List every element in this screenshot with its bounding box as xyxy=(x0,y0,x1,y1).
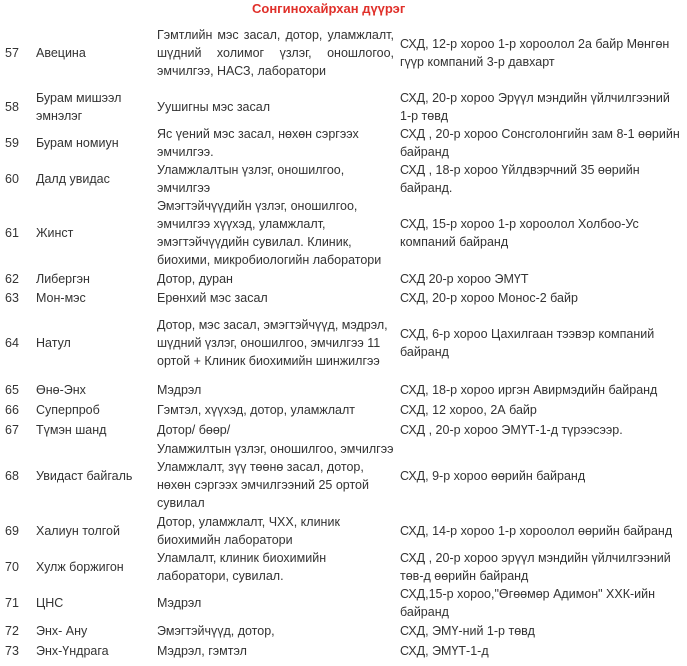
table-row xyxy=(0,420,687,440)
row-number: 65 xyxy=(5,382,19,397)
table-row xyxy=(0,621,687,641)
clinic-services: Мэдрэл xyxy=(157,382,202,397)
row-number: 71 xyxy=(5,596,19,610)
row-number: 61 xyxy=(5,226,19,240)
table-row xyxy=(0,585,687,621)
clinic-services: Уушигны мэс засал xyxy=(157,100,270,114)
clinic-name: Суперпроб xyxy=(36,403,100,417)
row-number: 70 xyxy=(5,560,19,574)
table-row xyxy=(0,400,687,420)
table-row xyxy=(0,440,687,512)
table-row xyxy=(0,125,687,161)
clinic-services: Яс үений мэс засал, нөхөн сэргээх эмчилгээ. xyxy=(157,127,359,159)
clinic-name: Авецина xyxy=(36,46,86,60)
clinic-services: Уламжлалтын үзлэг, оношилгоо, эмчилгээ xyxy=(157,163,345,195)
table-row xyxy=(0,161,687,197)
row-number: 67 xyxy=(5,423,19,437)
clinic-name: Өнө-Энх xyxy=(36,382,86,397)
clinic-services: Гэмтэл, хүүхэд, дотор, уламжлалт xyxy=(157,403,355,417)
clinic-address: СХД , 18-р хороо Үйлдвэрчний 35 өөрийн байранд. xyxy=(400,163,640,195)
clinic-address: СХД, 12-р хороо 1-р хороолол 2а байр Мөнгөн гүүр компаний 3-р давхарт xyxy=(400,37,670,69)
table-row xyxy=(0,379,687,400)
clinic-services: Мэдрэл xyxy=(157,596,202,610)
clinic-services: Дотор, уламжлалт, ЧХХ, клиник биохимийн лаборатори xyxy=(157,514,340,547)
clinic-address: СХД,15-р хороо,"Өгөөмөр Адимон" ХХК-ийн байранд xyxy=(400,587,656,619)
row-number: 62 xyxy=(5,272,19,286)
table-row xyxy=(0,269,687,289)
clinic-services: Дотор, дуран xyxy=(157,272,233,286)
clinic-address: СХД, 14-р хороо 1-р хороолол өөрийн байранд xyxy=(400,523,673,538)
clinic-address: СХД, 20-р хороо Монос-2 байр xyxy=(400,291,578,305)
clinic-services: Эмэгтэйчүүдийн үзлэг, оношилгоо, эмчилгээ хүүхэд, уламжлалт, эмэгтэйчүүдийн сувилал. Клиник, биохими, микробиологийн лаборатори xyxy=(157,199,382,267)
clinic-name: Либергэн xyxy=(36,272,90,286)
clinic-address: СХД , 20-р хороо эрүүл мэндийн үйлчилгээний төв-д өөрийн байранд xyxy=(400,551,671,583)
row-number: 73 xyxy=(5,644,19,658)
clinic-address: СХД, 12 хороо, 2А байр xyxy=(400,403,537,417)
clinic-services: Уламлалт, клиник биохимийн лаборатори, сувилал. xyxy=(157,551,327,583)
clinic-services: Мэдрэл, гэмтэл xyxy=(157,644,247,658)
row-number: 69 xyxy=(5,523,19,538)
table-row xyxy=(0,641,687,661)
clinic-name: Халиун толгой xyxy=(36,523,120,538)
row-number: 64 xyxy=(5,336,19,350)
row-number: 66 xyxy=(5,403,19,417)
clinic-name: Натул xyxy=(36,336,71,350)
clinic-address: СХД, ЭМҮТ-1-д xyxy=(400,644,489,658)
table-row xyxy=(0,289,687,307)
clinic-address: СХД, 18-р хороо иргэн Авирмэдийн байранд xyxy=(400,382,658,397)
table-row xyxy=(0,89,687,125)
table-row xyxy=(0,549,687,585)
clinic-address: СХД, 20-р хороо Эрүүл мэндийн үйлчилгээний 1-р төвд xyxy=(400,91,670,123)
clinic-address: СХД, ЭМҮ-ний 1-р төвд xyxy=(400,624,535,638)
clinic-name: Энх-Үндрага xyxy=(36,644,109,658)
district-title: Сонгинохайрхан дүүрэг xyxy=(252,1,406,16)
clinic-services: Дотор, мэс засал, эмэгтэйчүүд, мэдрэл, шүдний үзлэг, оношилгоо, эмчилгээ 11 ортой + Клиник биохимийн шинжилгээ xyxy=(157,318,388,368)
clinic-services: Уламжилтын үзлэг, оношилгоо, эмчилгээ Уламжлалт, зүү төөнө засал, дотор, нөхөн сэргээх эмчилгээний 25 ортой сувилал xyxy=(157,442,394,510)
table-row xyxy=(0,197,687,269)
row-number: 63 xyxy=(5,291,19,305)
clinic-name: Далд увидас xyxy=(36,172,110,186)
table-row xyxy=(0,17,687,89)
clinic-name: Бурам мишээл эмнэлэг xyxy=(36,91,122,123)
table-row xyxy=(0,307,687,379)
clinic-services: Эмэгтэйчүүд, дотор, xyxy=(157,624,275,638)
clinic-name: Бурам номиун xyxy=(36,136,119,150)
clinic-services: Гэмтлийн мэс засал, дотор, уламжлалт, шүдний холимог үзлэг, оношлогоо, эмчилгээ, НАСЗ, лаборатори xyxy=(157,28,394,78)
clinic-address: СХД, 6-р хороо Цахилгаан тээвэр компаний байранд xyxy=(400,327,655,359)
clinic-address: СХД, 15-р хороо 1-р хороолол Холбоо-Ус компаний байранд xyxy=(400,217,639,249)
row-number: 68 xyxy=(5,469,19,483)
row-number: 57 xyxy=(5,46,19,60)
clinic-name: Мон-мэс xyxy=(36,291,86,305)
clinic-name: Түмэн шанд xyxy=(36,423,107,437)
clinic-address: СХД, 9-р хороо өөрийн байранд xyxy=(400,469,586,483)
clinic-name: Жинст xyxy=(36,226,74,240)
clinic-services: Дотор/ бөөр/ xyxy=(157,423,231,437)
clinic-address: СХД 20-р хороо ЭМҮТ xyxy=(400,272,529,286)
clinic-table xyxy=(0,17,687,661)
clinic-name: Увидаст байгаль xyxy=(36,469,133,483)
clinic-address: СХД , 20-р хороо ЭМҮТ-1-д түрээсээр. xyxy=(400,423,623,437)
row-number: 60 xyxy=(5,172,19,186)
clinic-name: Хулж боржигон xyxy=(36,560,124,574)
clinic-name: Энх- Ану xyxy=(36,624,88,638)
clinic-address: СХД , 20-р хороо Сонсголонгийн зам 8-1 өөрийн байранд xyxy=(400,127,680,159)
row-number: 58 xyxy=(5,100,19,114)
clinic-services: Ерөнхий мэс засал xyxy=(157,291,268,305)
clinic-name: ЦНС xyxy=(36,596,64,610)
row-number: 59 xyxy=(5,136,19,150)
clinic-table-body xyxy=(0,17,687,661)
table-row xyxy=(0,512,687,549)
row-number: 72 xyxy=(5,624,19,638)
